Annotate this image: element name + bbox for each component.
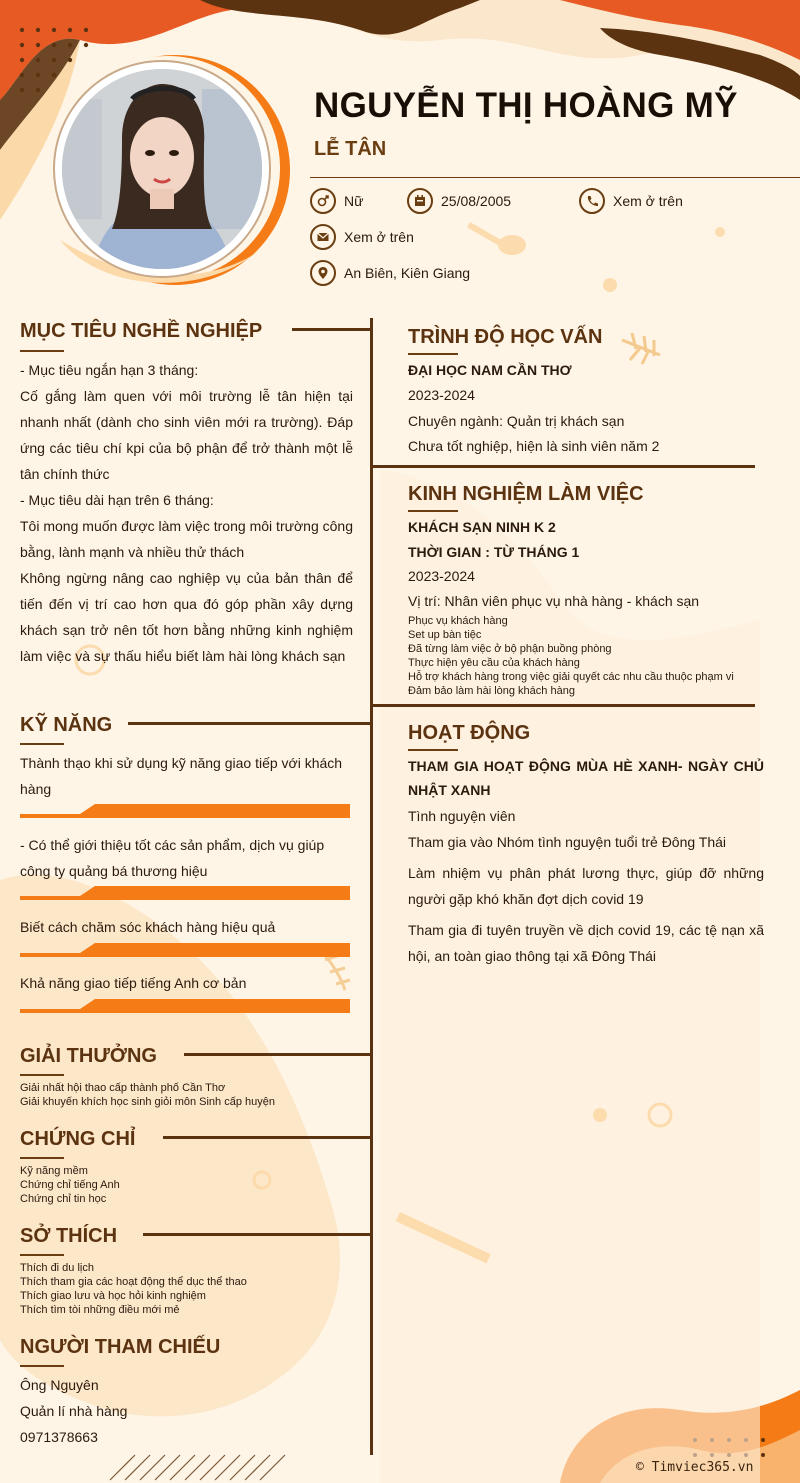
awards-rule xyxy=(184,1053,372,1056)
skill-bar xyxy=(20,943,350,957)
hobbies-rule xyxy=(143,1233,372,1236)
objective-rule xyxy=(292,328,372,331)
activity-role: Tình nguyện viên xyxy=(408,808,516,824)
dob-info xyxy=(407,188,511,214)
objective-title: MỤC TIÊU NGHỀ NGHIỆP xyxy=(20,320,263,342)
certificate-item: Chứng chỉ tin học xyxy=(20,1193,107,1205)
phone-icon xyxy=(579,188,605,214)
certificate-item: Chứng chỉ tiếng Anh xyxy=(20,1179,120,1191)
address-value: An Biên, Kiên Giang xyxy=(344,265,471,281)
dob-value: 25/08/2005 xyxy=(441,193,512,209)
duty-item: Đảm bảo làm hài lòng khách hàng xyxy=(408,685,575,697)
activity-name: THAM GIA HOẠT ĐỘNG MÙA HÈ XANH- NGÀY CHỦ NHẬT XANH xyxy=(408,758,764,798)
hobby-item: Thích giao lưu và học hỏi kinh nghiệm xyxy=(20,1290,206,1302)
experience-position: Vị trí: Nhân viên phục vụ nhà hàng - khách sạn xyxy=(408,593,700,609)
awards-underline xyxy=(20,1074,64,1076)
experience-rule xyxy=(373,704,755,707)
education-major: Chuyên ngành: Quản trị khách sạn xyxy=(408,413,625,429)
duty-item: Thực hiện yêu cầu của khách hàng xyxy=(408,657,580,669)
skills-rule xyxy=(128,722,372,725)
avatar-illustration xyxy=(62,69,262,269)
hobbies-list xyxy=(20,1261,360,1317)
address-info xyxy=(310,260,470,286)
experience-company: KHÁCH SẠN NINH K 2 xyxy=(408,519,556,535)
phone-value: Xem ở trên xyxy=(613,193,683,209)
skill-bar xyxy=(20,999,350,1013)
award-item: Giải khuyến khích học sinh giỏi môn Sinh cấp huyện xyxy=(20,1096,275,1108)
skill-bar-fill xyxy=(20,943,350,957)
header-divider xyxy=(310,177,800,178)
activity-line: Làm nhiệm vụ phân phát lương thực, giúp đỡ những người gặp khó khăn đợt dịch covid 19 xyxy=(408,865,764,907)
activity-line: Tham gia đi tuyên truyền về dịch covid 19, các tệ nạn xã hội, an toàn giao thông tại xã Đông Thái xyxy=(408,922,764,964)
objective-line: Cố gắng làm quen với môi trường lễ tân hiện tại nhanh nhất (dành cho sinh viên mới ra trường). Đáp ứng các tiêu chí kpi của bộ phận để trở thành một lễ tân chính thức xyxy=(20,388,353,482)
experience-title: KINH NGHIỆM LÀM VIỆC xyxy=(408,483,644,505)
objective-line: Không ngừng nâng cao nghiệp vụ của bản thân để tiến đến vị trí cao hơn qua đó góp phần xây dựng khách sạn trở nên tốt hơn bằng những kinh nghiệm làm việc và sự thấu hiểu biết làm hài lòng khách sạn xyxy=(20,570,353,664)
certificates-rule xyxy=(163,1136,372,1139)
duty-item: Hỗ trợ khách hàng trong việc giải quyết các nhu cầu thuộc phạm vi xyxy=(408,671,734,683)
skill-label: - Có thể giới thiệu tốt các sản phẩm, dịch vụ giúp công ty quảng bá thương hiệu xyxy=(20,837,325,879)
location-icon xyxy=(310,260,336,286)
activities-title: HOẠT ĐỘNG xyxy=(408,722,531,744)
activities-underline xyxy=(408,749,458,751)
certificate-item: Kỹ năng mềm xyxy=(20,1165,88,1177)
education-rule xyxy=(373,465,755,468)
references-text xyxy=(20,1372,320,1450)
skill-bar-fill xyxy=(20,886,350,900)
skill-bar-fill xyxy=(20,804,350,818)
education-school: ĐẠI HỌC NAM CẦN THƠ xyxy=(408,362,572,378)
education-period: 2023-2024 xyxy=(408,387,475,403)
certificates-list xyxy=(20,1164,360,1206)
phone-info xyxy=(579,188,683,214)
reference-line: Quản lí nhà hàng xyxy=(20,1403,128,1419)
education-title: TRÌNH ĐỘ HỌC VẤN xyxy=(408,326,603,348)
hobby-item: Thích tìm tòi những điều mới mẻ xyxy=(20,1304,180,1316)
certificates-underline xyxy=(20,1157,64,1159)
hobby-item: Thích tham gia các hoạt động thể dục thể thao xyxy=(20,1276,247,1288)
experience-time: THỜI GIAN : TỪ THÁNG 1 xyxy=(408,544,580,560)
activity-lines xyxy=(408,829,764,969)
duty-item: Set up bàn tiệc xyxy=(408,629,482,641)
reference-line: 0971378663 xyxy=(20,1429,98,1445)
email-icon xyxy=(310,224,336,250)
skills-title: KỸ NĂNG xyxy=(20,714,113,736)
awards-list xyxy=(20,1081,360,1109)
objective-line: - Mục tiêu ngắn hạn 3 tháng: xyxy=(20,362,199,378)
gender-icon xyxy=(310,188,336,214)
references-title: NGƯỜI THAM CHIẾU xyxy=(20,1336,221,1358)
skill-label: Thành thạo khi sử dụng kỹ năng giao tiếp với khách hàng xyxy=(20,755,343,797)
skill-bar-fill xyxy=(20,999,350,1013)
email-value: Xem ở trên xyxy=(344,229,414,245)
awards-title: GIẢI THƯỞNG xyxy=(20,1045,157,1067)
activity-line: Tham gia vào Nhóm tình nguyện tuổi trẻ Đông Thái xyxy=(408,834,727,850)
award-item: Giải nhất hội thao cấp thành phố Cần Thơ xyxy=(20,1082,226,1094)
experience-period: 2023-2024 xyxy=(408,568,475,584)
references-underline xyxy=(20,1365,64,1367)
calendar-icon xyxy=(407,188,433,214)
candidate-name: NGUYỄN THỊ HOÀNG MỸ xyxy=(314,86,738,125)
hobby-item: Thích đi du lịch xyxy=(20,1262,94,1274)
duty-item: Phục vụ khách hàng xyxy=(408,615,508,627)
avatar xyxy=(62,69,262,269)
gender-value: Nữ xyxy=(344,193,364,209)
email-info xyxy=(310,224,414,250)
hobbies-title: SỞ THÍCH xyxy=(20,1225,118,1247)
skill-bar xyxy=(20,804,350,818)
skill-label: Biết cách chăm sóc khách hàng hiệu quả xyxy=(20,919,276,935)
copyright: © Timviec365.vn xyxy=(636,1460,754,1475)
skill-label: Khả năng giao tiếp tiếng Anh cơ bản xyxy=(20,975,247,991)
objective-line: Tôi mong muốn được làm việc trong môi trường công bằng, lành mạnh và nhiều thử thách xyxy=(20,518,353,560)
candidate-role: LỄ TÂN xyxy=(314,138,387,160)
experience-duties xyxy=(408,614,788,698)
hobbies-underline xyxy=(20,1254,64,1256)
column-divider xyxy=(370,318,373,1455)
skill-bar xyxy=(20,886,350,900)
skills-underline xyxy=(20,743,64,745)
education-status: Chưa tốt nghiệp, hiện là sinh viên năm 2 xyxy=(408,438,660,454)
gender-info xyxy=(310,188,363,214)
objective-line: - Mục tiêu dài hạn trên 6 tháng: xyxy=(20,492,214,508)
objective-underline xyxy=(20,350,64,352)
experience-underline xyxy=(408,510,458,512)
objective-text xyxy=(20,357,353,669)
education-underline xyxy=(408,353,458,355)
certificates-title: CHỨNG CHỈ xyxy=(20,1128,136,1150)
reference-line: Ông Nguyên xyxy=(20,1377,99,1393)
duty-item: Đã từng làm việc ở bộ phận buồng phòng xyxy=(408,643,612,655)
